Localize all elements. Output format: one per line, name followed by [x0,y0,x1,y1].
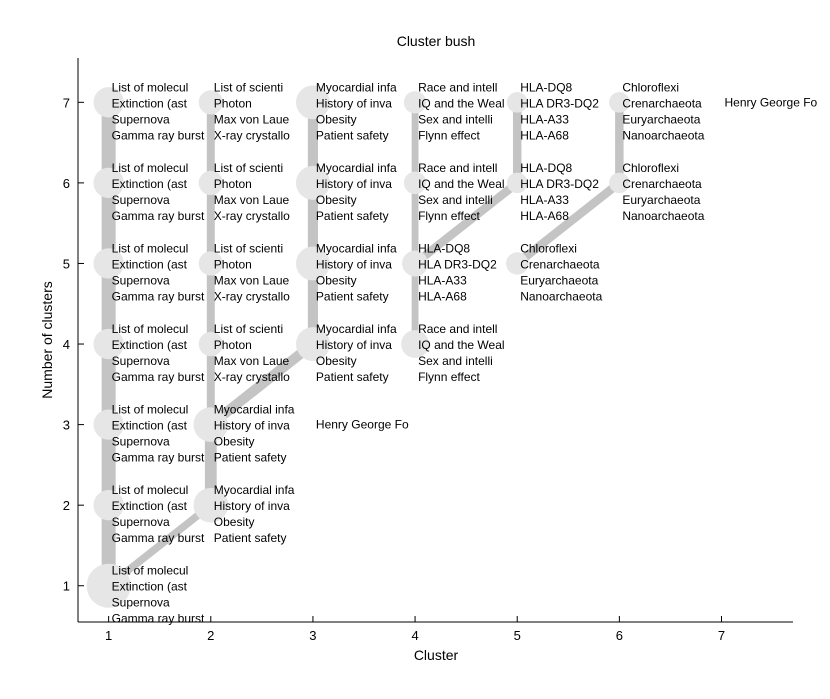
term-label-L4-C2: Photon [213,338,252,353]
term-label-L5-C5: Euryarchaeota [520,273,599,288]
term-label-L4-C3: History of inva [315,338,392,353]
term-label-L7-C1: List of molecul [111,80,189,95]
term-label-L7-C3: Obesity [315,112,357,127]
term-label-L7-C5: HLA-A68 [520,128,569,143]
term-label-L7-C2: List of scienti [213,80,284,95]
term-label-L2-C2: Obesity [213,515,255,530]
term-label-L5-C2: List of scienti [213,241,284,256]
term-label-L5-C3: Myocardial infa [315,241,397,256]
x-tick-label: 3 [309,628,317,643]
term-label-L2-C1: Gamma ray burst [111,531,205,546]
term-label-L7-C6: Nanoarchaeota [622,128,705,143]
x-tick-label: 1 [105,628,113,643]
term-label-L7-C5: HLA DR3-DQ2 [520,96,599,111]
x-tick-label: 4 [411,628,419,643]
term-label-L7-C4: Flynn effect [418,128,480,143]
term-label-L5-C3: Patient safety [315,289,389,304]
term-label-L7-C1: Gamma ray burst [111,128,205,143]
term-label-L4-C2: List of scienti [213,322,284,337]
term-label-L5-C2: X-ray crystallo [213,289,290,304]
x-tick-label: 6 [615,628,623,643]
term-label-L5-C3: History of inva [315,257,392,272]
y-tick-label: 6 [62,175,70,191]
term-label-L5-C5: Crenarchaeota [520,257,600,272]
term-label-L6-C4: Flynn effect [418,208,480,223]
term-label-L5-C1: Gamma ray burst [111,289,205,304]
term-label-L7-C3: History of inva [315,96,392,111]
term-label-L6-C5: HLA-A33 [520,192,569,207]
term-label-L4-C1: Supernova [111,354,170,369]
term-label-L7-C6: Euryarchaeota [622,112,701,127]
term-label-L2-C1: List of molecul [111,483,189,498]
y-tick-label: 2 [62,498,70,514]
term-label-L6-C1: Supernova [111,192,170,207]
term-label-L3-C1: Extinction (ast [111,418,188,433]
y-axis-label: Number of clusters [39,281,55,399]
term-label-L4-C2: Max von Laue [213,354,290,369]
term-label-L4-C4: IQ and the Weal [418,338,505,353]
term-label-L4-C3: Patient safety [315,370,389,385]
term-label-L6-C6: Chloroflexi [622,160,680,175]
x-axis-label: Cluster [413,647,459,663]
term-label-L5-C4: HLA-A68 [418,289,467,304]
term-label-L6-C5: HLA-A68 [520,208,569,223]
term-label-L6-C4: IQ and the Weal [418,176,505,191]
term-label-L4-C2: X-ray crystallo [213,370,290,385]
x-tick-label: 2 [207,628,215,643]
term-label-L6-C2: Photon [213,176,252,191]
term-label-L5-C2: Photon [213,257,252,272]
chart-title: Cluster bush [396,33,476,49]
term-label-L3-C1: Supernova [111,434,170,449]
term-label-L7-C4: Sex and intelli [418,112,493,127]
term-label-L5-C4: HLA-DQ8 [418,241,471,256]
term-label-L1-C1: Supernova [111,595,170,610]
term-label-L6-C5: HLA DR3-DQ2 [520,176,599,191]
term-label-L6-C3: Myocardial infa [315,160,397,175]
x-tick-label: 5 [513,628,521,643]
term-label-L7-C4: Race and intell [418,80,498,95]
term-label-L2-C1: Supernova [111,515,170,530]
term-label-L4-C3: Myocardial infa [315,322,397,337]
term-label-L7-C3: Patient safety [315,128,389,143]
term-label-L7-C2: Max von Laue [213,112,290,127]
term-label-L5-C3: Obesity [315,273,357,288]
y-tick-label: 5 [62,256,70,272]
term-label-L2-C2: Patient safety [213,531,287,546]
term-label-L4-C4: Sex and intelli [418,354,493,369]
term-label-L7-C7: Henry George Fo [724,95,818,110]
term-label-L1-C1: List of molecul [111,563,189,578]
term-label-L6-C2: Max von Laue [213,192,290,207]
term-label-L5-C1: List of molecul [111,241,189,256]
term-label-L6-C1: List of molecul [111,160,189,175]
term-label-L2-C2: History of inva [213,499,290,514]
term-label-L4-C1: Gamma ray burst [111,370,205,385]
term-label-L7-C5: HLA-A33 [520,112,569,127]
term-label-L5-C5: Chloroflexi [520,241,577,256]
term-label-L7-C2: X-ray crystallo [213,128,290,143]
x-tick-label: 7 [717,628,726,643]
term-label-L6-C4: Race and intell [418,160,498,175]
term-label-L4-C1: List of molecul [111,322,189,337]
term-label-L5-C4: HLA-A33 [418,273,467,288]
term-label-L6-C5: HLA-DQ8 [520,160,573,175]
term-label-L6-C3: Obesity [315,192,357,207]
term-label-L6-C3: Patient safety [315,208,389,223]
term-label-L5-C5: Nanoarchaeota [520,289,603,304]
term-label-L5-C1: Extinction (ast [111,257,188,272]
term-label-L3-C2: History of inva [213,418,290,433]
term-label-L3-C2: Myocardial infa [213,402,295,417]
term-label-L7-C2: Photon [213,96,252,111]
term-label-L4-C1: Extinction (ast [111,338,188,353]
term-label-L6-C1: Extinction (ast [111,176,188,191]
term-label-L6-C3: History of inva [315,176,392,191]
term-label-L3-C2: Patient safety [213,450,287,465]
term-label-L7-C6: Crenarchaeota [622,96,702,111]
y-tick-label: 3 [62,417,70,433]
term-label-L6-C6: Crenarchaeota [622,176,702,191]
term-label-L3-C3: Henry George Fo [315,417,409,432]
y-tick-label: 4 [62,337,70,353]
term-label-L2-C2: Myocardial infa [213,483,295,498]
term-label-L7-C3: Myocardial infa [315,80,397,95]
term-label-L3-C2: Obesity [213,434,255,449]
term-label-L6-C1: Gamma ray burst [111,208,205,223]
term-label-L6-C6: Nanoarchaeota [622,208,705,223]
term-label-L7-C5: HLA-DQ8 [520,80,573,95]
term-label-L7-C1: Supernova [111,112,170,127]
term-label-L6-C2: X-ray crystallo [213,208,290,223]
term-label-L6-C4: Sex and intelli [418,192,493,207]
term-label-L3-C1: List of molecul [111,402,189,417]
term-label-L4-C4: Race and intell [418,322,498,337]
term-label-L4-C3: Obesity [315,354,357,369]
term-label-L7-C1: Extinction (ast [111,96,188,111]
term-label-L2-C1: Extinction (ast [111,499,188,514]
term-label-L3-C1: Gamma ray burst [111,450,205,465]
term-label-L7-C6: Chloroflexi [622,80,680,95]
term-label-L6-C2: List of scienti [213,160,284,175]
term-label-L1-C1: Extinction (ast [111,579,188,594]
term-label-L5-C2: Max von Laue [213,273,290,288]
term-label-L6-C6: Euryarchaeota [622,192,701,207]
term-label-L5-C4: HLA DR3-DQ2 [418,257,497,272]
term-label-L1-C1: Gamma ray burst [111,611,205,626]
term-label-L4-C4: Flynn effect [418,370,480,385]
term-label-L5-C1: Supernova [111,273,170,288]
term-label-L7-C4: IQ and the Weal [418,96,505,111]
y-tick-label: 1 [62,578,70,594]
y-tick-label: 7 [62,95,70,111]
